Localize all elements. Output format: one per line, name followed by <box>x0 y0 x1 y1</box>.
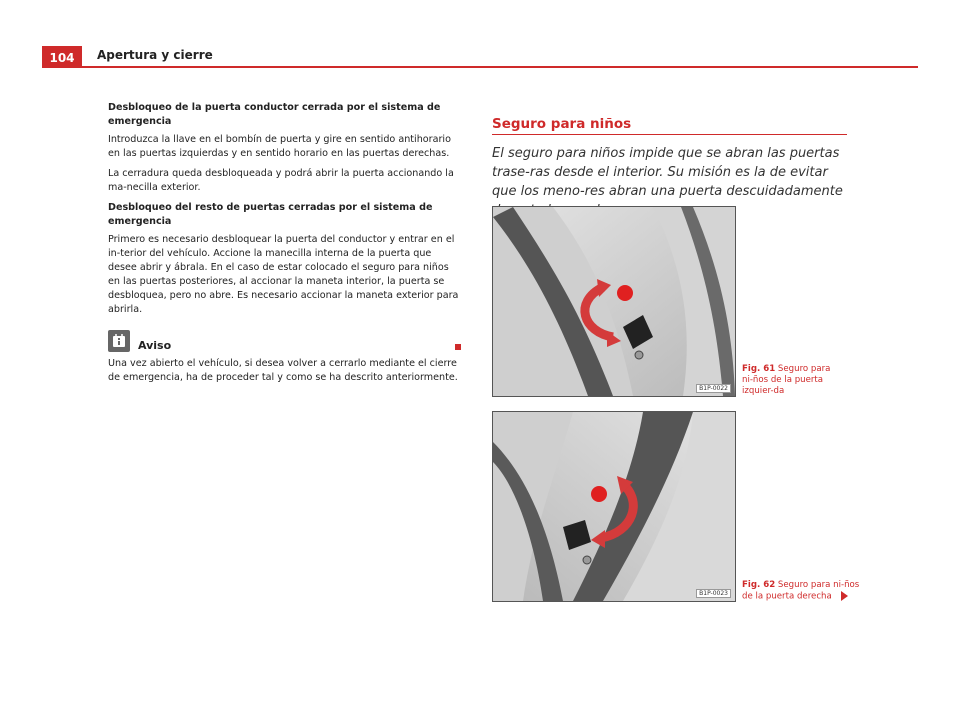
figure-61-caption-text: Seguro para ni-ños de la puerta izquier-da <box>742 364 831 396</box>
figure-62-caption-text: Seguro para ni-ños de la puerta derecha <box>742 580 860 602</box>
info-manual-icon <box>108 330 130 352</box>
paragraph-other-doors: Primero es necesario desbloquear la puerta del conductor y entrar en el in-terior del vehículo. Accione la manecilla interna de la puerta que desee abrir y ábrala. En el caso de estar colocado el seguro para niños en las puertas posteriores, al accionar la maneta interior, la puerta se desbloquea, pero no abre. Es necesario accionar la maneta exterior para abrirla. <box>108 234 459 315</box>
subheading-driver-door: Desbloqueo de la puerta conductor cerrada por el sistema de emergencia <box>108 102 441 127</box>
figure-61-code: B1P-0022 <box>696 384 731 393</box>
header-rule <box>42 66 918 68</box>
end-of-section-mark <box>455 344 461 350</box>
triangle-right-icon <box>841 591 848 601</box>
left-column <box>108 101 463 391</box>
running-title: Apertura y cierre <box>97 48 213 62</box>
page-number: 104 <box>42 46 82 68</box>
section-title: Seguro para niños <box>492 116 632 132</box>
paragraph-unlocked: La cerradura queda desbloqueada y podrá abrir la puerta accionando la ma-necilla exterior. <box>108 168 454 193</box>
figure-62-caption <box>742 580 862 603</box>
aviso-text: Una vez abierto el vehículo, si desea volver a cerrarlo mediante el cierre de emergencia, ha de proceder tal y como se ha descrito anteriormente. <box>108 358 458 383</box>
figure-61-image <box>492 206 736 397</box>
aviso-title: Aviso <box>138 339 172 352</box>
figure-62-label: Fig. 62 <box>742 580 776 590</box>
section-intro: El seguro para niños impide que se abran las puertas trase-ras desde el interior. Su misión es la de evitar que los meno-res abran una puerta descuidadamente <box>492 146 843 199</box>
subheading-other-doors: Desbloqueo del resto de puertas cerradas por el sistema de emergencia <box>108 202 433 227</box>
aviso-heading <box>108 329 463 353</box>
figure-62-code: B1P-0023 <box>696 589 731 598</box>
figure-62-image <box>492 411 736 602</box>
paragraph-key-instructions: Introduzca la llave en el bombín de puerta y gire en sentido antihorario en las puertas izquierdas y en sentido horario en las puertas derechas. <box>108 134 451 159</box>
figure-61-label: Fig. 61 <box>742 364 776 374</box>
section-rule <box>492 134 847 135</box>
figure-61-caption <box>742 364 842 397</box>
